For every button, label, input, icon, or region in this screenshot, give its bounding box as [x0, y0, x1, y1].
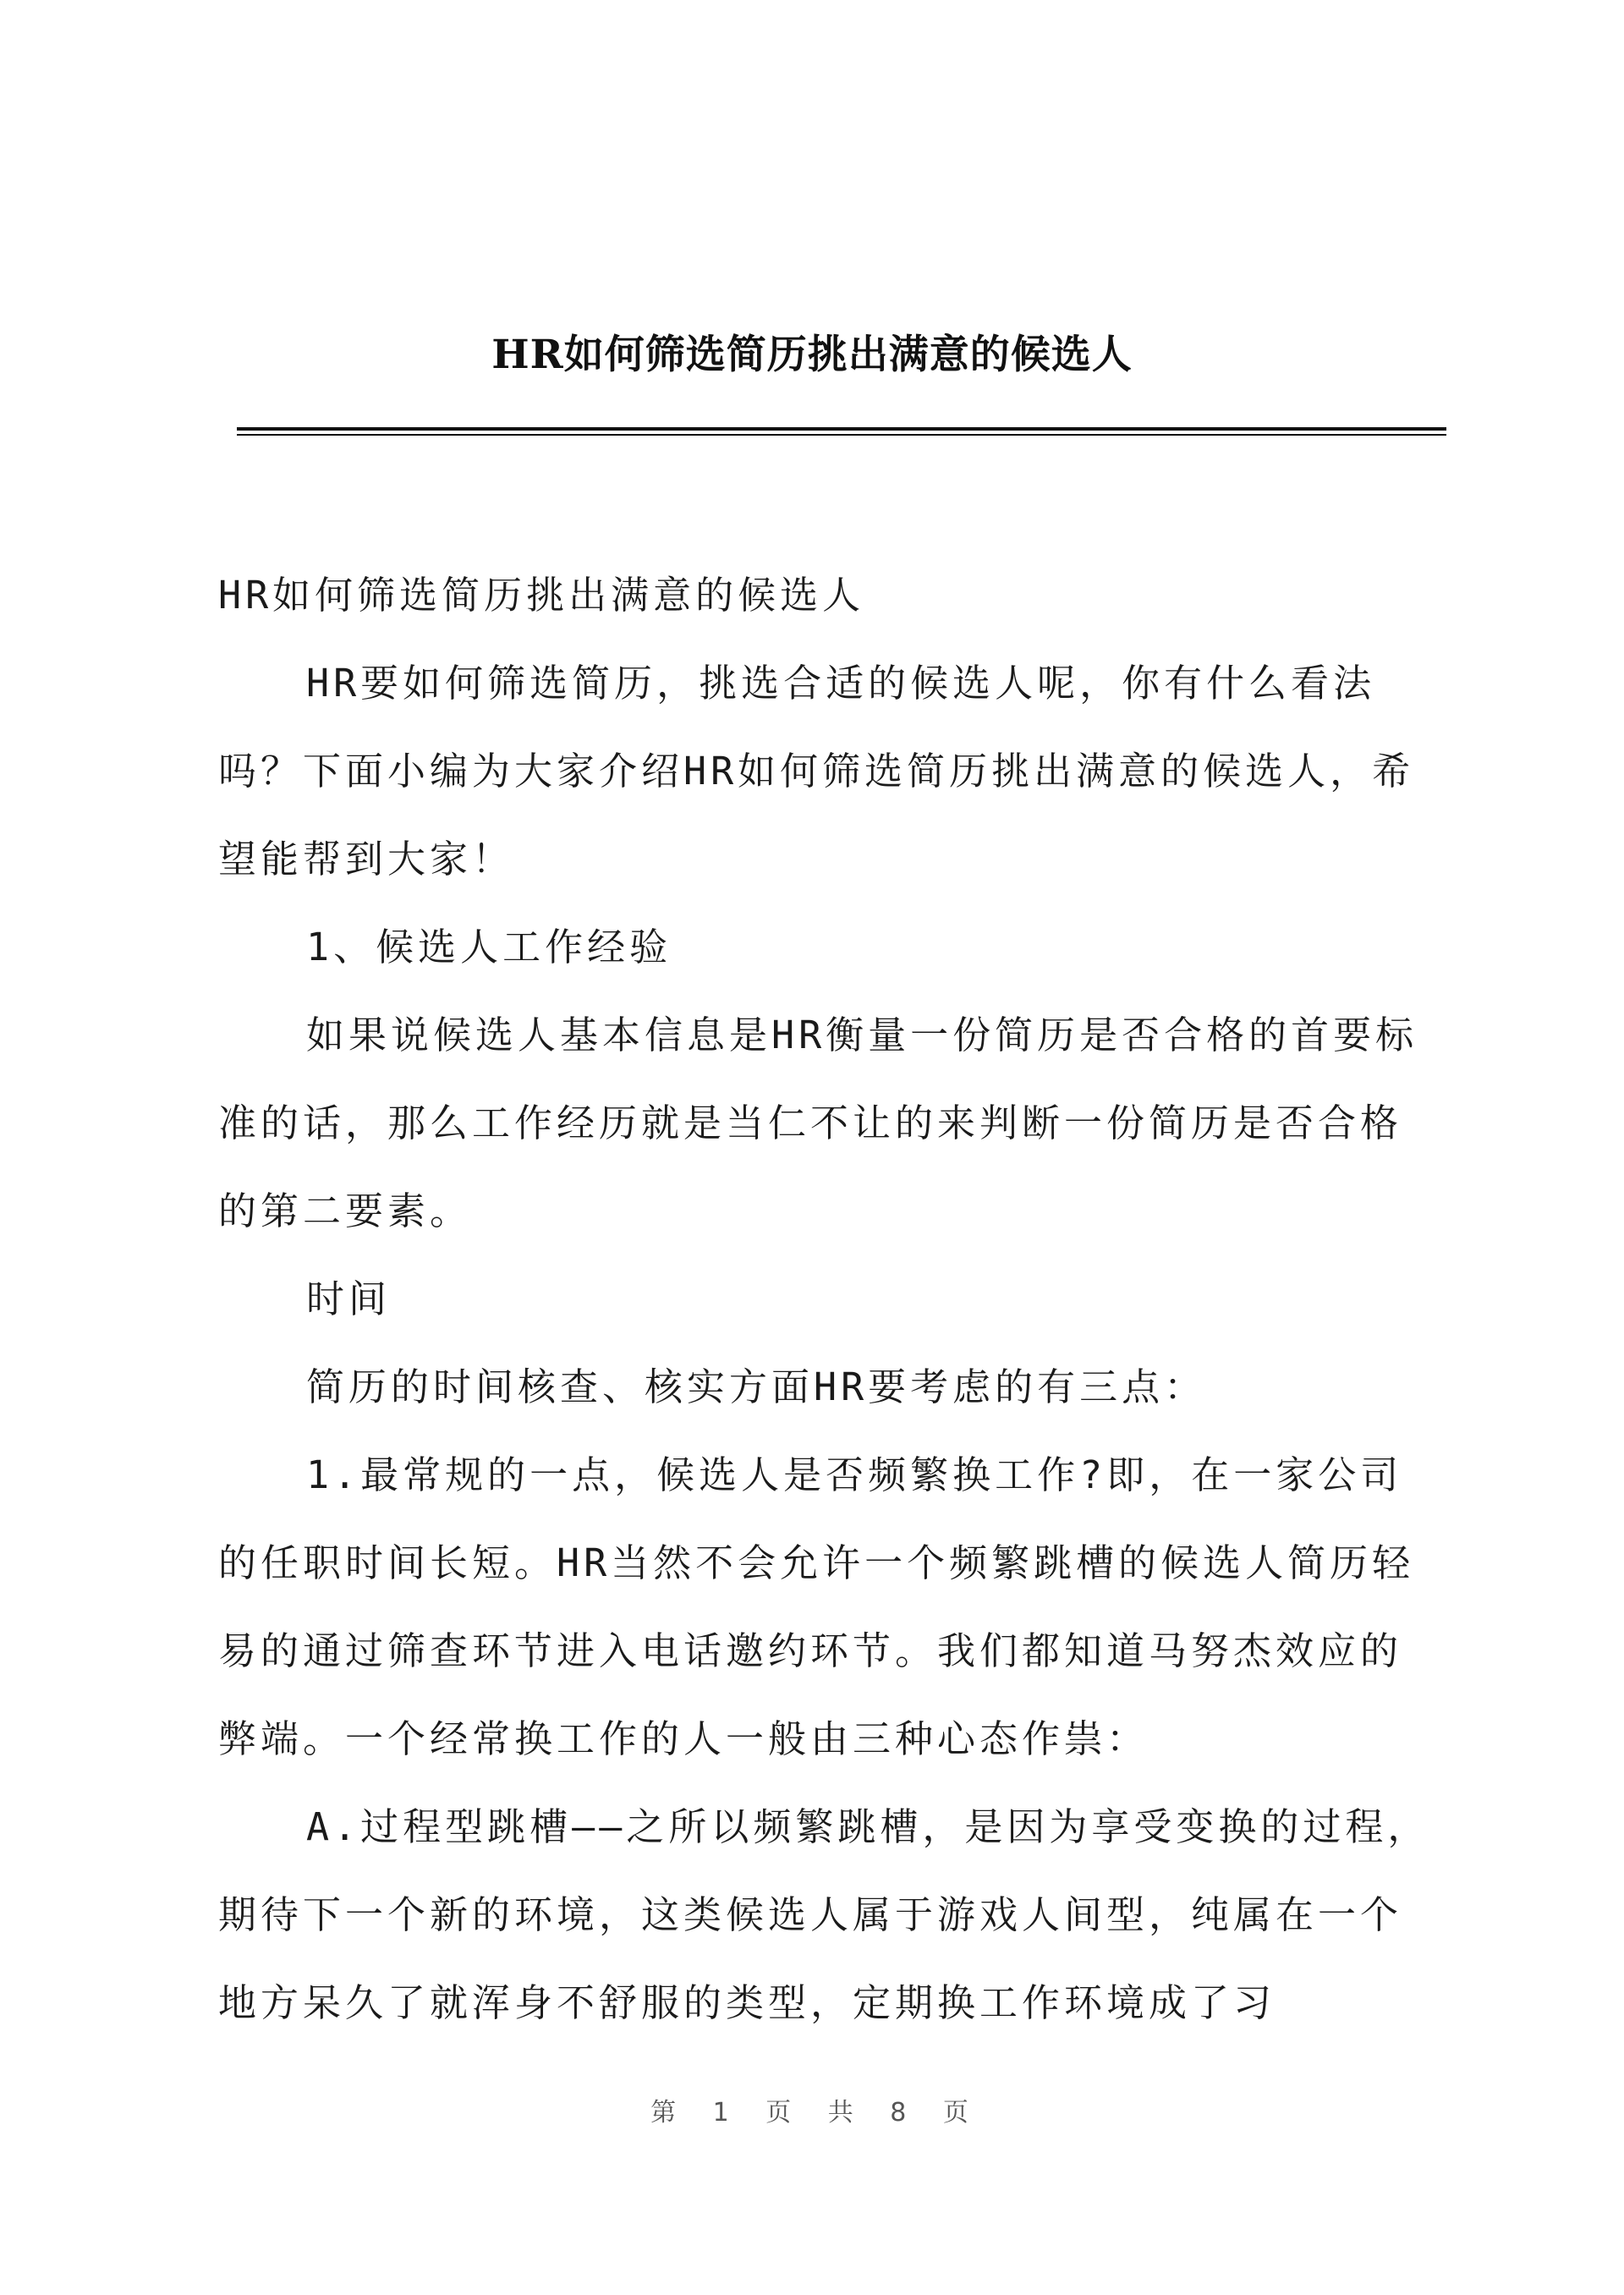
body-paragraph: 1.最常规的一点，候选人是否频繁换工作?即，在一家公司的任职时间长短。HR当然不会允许一个频繁跳槽的候选人简历轻易的通过筛查环节进入电话邀约环节。我们都知道马努杰效应的弊端。一个经常换工作的人一般由三种心态作祟：	[218, 1452, 1415, 1761]
body-paragraph: HR要如何筛选简历，挑选合适的候选人呢，你有什么看法吗？下面小编为大家介绍HR如何筛选简历挑出满意的候选人，希望能帮到大家！	[218, 661, 1415, 881]
body-paragraph: 如果说候选人基本信息是HR衡量一份简历是否合格的首要标准的话，那么工作经历就是当仁不让的来判断一份简历是否合格的第二要素。	[218, 1013, 1418, 1233]
section-heading: 1、候选人工作经验	[306, 925, 672, 969]
document-body	[218, 552, 1436, 2047]
title-divider-thin	[237, 434, 1446, 436]
document-title: HR如何筛选简历挑出满意的候选人	[491, 332, 1133, 378]
body-paragraph: 简历的时间核查、核实方面HR要考虑的有三点：	[306, 1364, 1207, 1409]
page-footer: 第 1 页 共 8 页	[650, 2098, 974, 2128]
body-paragraph: A.过程型跳槽——之所以频繁跳槽，是因为享受变换的过程，期待下一个新的环境，这类候选人属于游戏人间型，纯属在一个地方呆久了就浑身不舒服的类型，定期换工作环境成了习	[218, 1804, 1430, 2025]
subsection-heading: 时间	[306, 1277, 392, 1321]
title-divider-thick	[237, 427, 1446, 431]
body-paragraph: HR如何筛选简历挑出满意的候选人	[218, 573, 865, 618]
